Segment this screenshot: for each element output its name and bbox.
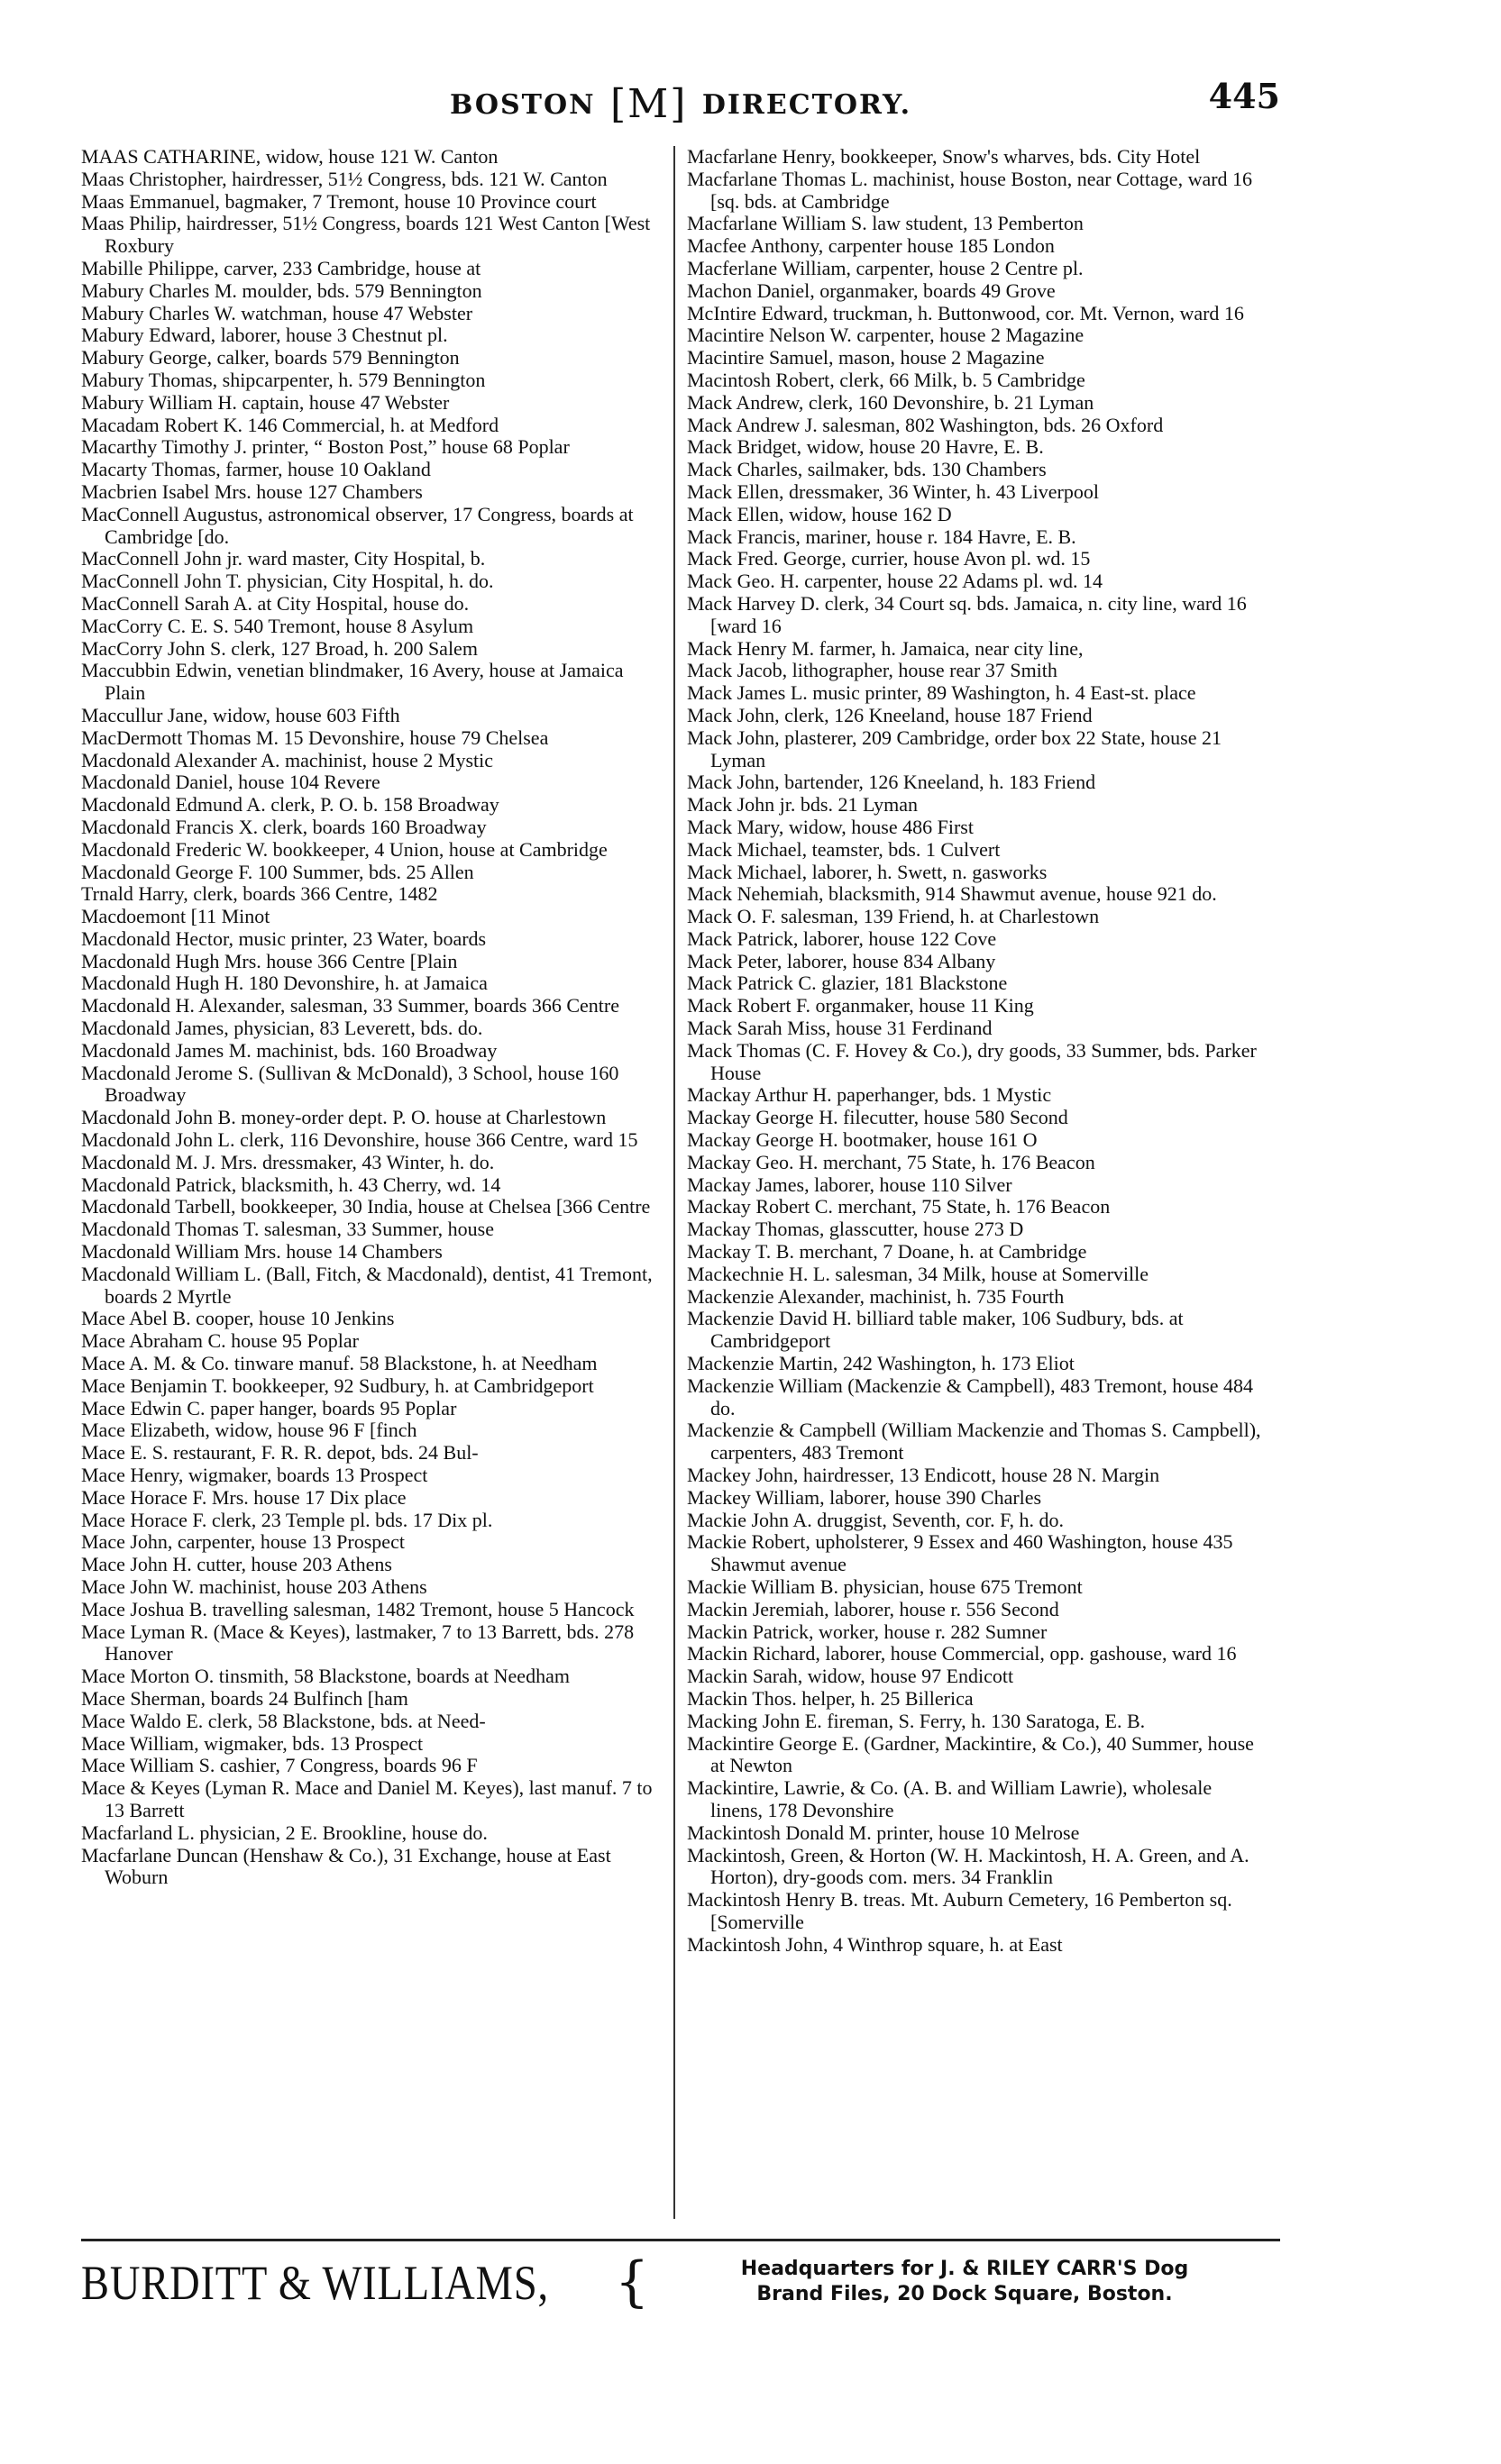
directory-entry: Mackechnie H. L. salesman, 34 Milk, house at Somerville: [687, 1262, 1149, 1285]
directory-entry: Mackay George H. bootmaker, house 161 O: [687, 1128, 1038, 1152]
directory-entry: Macbrien Isabel Mrs. house 127 Chambers: [81, 479, 423, 503]
directory-entry: Mace Abel B. cooper, house 10 Jenkins: [81, 1307, 395, 1330]
directory-entry: Mackay T. B. merchant, 7 Doane, h. at Cambridge: [687, 1240, 1087, 1264]
directory-entry: Mace Benjamin T. bookkeeper, 92 Sudbury, h. at Cambridgeport: [81, 1373, 594, 1397]
directory-entry: Mabury Charles W. watchman, house 47 Webster: [81, 301, 473, 324]
directory-entry: McIntire Edward, truckman, h. Buttonwood, cor. Mt. Vernon, ward 16: [687, 301, 1244, 324]
directory-entry: Macfarlane William S. law student, 13 Pemberton: [687, 212, 1084, 235]
directory-entry: Maccullur Jane, widow, house 603 Fifth: [81, 703, 400, 726]
directory-entry: Macdonald James M. machinist, bds. 160 Broadway: [81, 1038, 498, 1062]
directory-entry: Mackie William B. physician, house 675 Tremont: [687, 1575, 1083, 1598]
directory-entry: Mackie John A. druggist, Seventh, cor. F, h. do.: [687, 1508, 1065, 1531]
directory-entry: Mack Thomas (C. F. Hovey & Co.), dry goods, 33 Summer, bds. Parker House: [687, 1038, 1257, 1084]
directory-entry: Mace John W. machinist, house 203 Athens: [81, 1575, 427, 1598]
directory-entry: Macdonald James, physician, 83 Leverett, bds. do.: [81, 1017, 483, 1040]
directory-entry: Mack John, clerk, 126 Kneeland, house 187 Friend: [687, 703, 1093, 726]
directory-entry: Mackintosh, Green, & Horton (W. H. Mackintosh, H. A. Green, and A. Horton), dry-goods com. mers. 34 Franklin: [687, 1843, 1249, 1889]
advertisement: [81, 2250, 1280, 2331]
directory-entry: Mackintosh Donald M. printer, house 10 Melrose: [687, 1821, 1080, 1844]
directory-entry: Mace Waldo E. clerk, 58 Blackstone, bds. at Need-: [81, 1709, 486, 1732]
directory-entry: MacDermott Thomas M. 15 Devonshire, house 79 Chelsea: [81, 726, 549, 749]
directory-entry: Mackintire, Lawrie, & Co. (A. B. and William Lawrie), wholesale linens, 178 Devonshire: [687, 1776, 1213, 1821]
directory-entry: Mack Michael, laborer, h. Swett, n. gasworks: [687, 860, 1048, 883]
ad-text: [649, 2257, 1280, 2307]
directory-entry: Macdonald Jerome S. (Sullivan & McDonald), 3 School, house 160 Broadway: [81, 1061, 619, 1107]
directory-columns: [81, 146, 1280, 2232]
directory-entry: Macdonald Hector, music printer, 23 Water, boards: [81, 926, 487, 950]
directory-entry: Mack Andrew, clerk, 160 Devonshire, b. 21 Lyman: [687, 390, 1094, 414]
directory-entry: Mackey John, hairdresser, 13 Endicott, house 28 N. Margin: [687, 1464, 1160, 1487]
directory-entry: Macdonald Hugh H. 180 Devonshire, h. at Jamaica: [81, 972, 488, 995]
directory-entry: Mackin Sarah, widow, house 97 Endicott: [687, 1665, 1014, 1688]
directory-entry: Mace Sherman, boards 24 Bulfinch [ham: [81, 1686, 408, 1710]
directory-entry: MacCorry C. E. S. 540 Tremont, house 8 Asylum: [81, 614, 474, 637]
ad-line: Brand Files, 20 Dock Square, Boston.: [756, 2283, 1173, 2305]
directory-entry: Mace Elizabeth, widow, house 96 F [finch: [81, 1419, 417, 1442]
directory-entry: Macarty Thomas, farmer, house 10 Oakland: [81, 458, 431, 481]
directory-entry: Macintire Nelson W. carpenter, house 2 Magazine: [687, 324, 1085, 347]
directory-entry: Mack Andrew J. salesman, 802 Washington, bds. 26 Oxford: [687, 413, 1164, 436]
ad-firm-name: BURDITT & WILLIAMS,: [81, 2256, 549, 2310]
directory-entry: Mack Ellen, widow, house 162 D: [687, 502, 952, 525]
directory-entry: Mackie Robert, upholsterer, 9 Essex and 460 Washington, house 435 Shawmut avenue: [687, 1530, 1233, 1576]
directory-entry: Mace Abraham C. house 95 Poplar: [81, 1329, 359, 1353]
directory-entry: Mackay Geo. H. merchant, 75 State, h. 176 Beacon: [687, 1150, 1095, 1173]
directory-entry: Mack Sarah Miss, house 31 Ferdinand: [687, 1017, 993, 1040]
directory-entry: Macdonald John L. clerk, 116 Devonshire, house 366 Centre, ward 15: [81, 1128, 638, 1152]
directory-entry: MacCorry John S. clerk, 127 Broad, h. 200 Salem: [81, 636, 478, 660]
title-directory: DIRECTORY.: [701, 89, 912, 121]
directory-entry: Macadam Robert K. 146 Commercial, h. at Medford: [81, 413, 499, 436]
directory-entry: Macfarlane Henry, bookkeeper, Snow's wharves, bds. City Hotel: [687, 145, 1201, 168]
directory-entry: Mack Patrick C. glazier, 181 Blackstone: [687, 972, 1008, 995]
directory-entry: Macdonald Edmund A. clerk, P. O. b. 158 Broadway: [81, 793, 499, 817]
directory-entry: Mackay Thomas, glasscutter, house 273 D: [687, 1218, 1024, 1241]
directory-entry: Mabille Philippe, carver, 233 Cambridge, house at: [81, 256, 481, 279]
directory-entry: Mace Joshua B. travelling salesman, 1482 Tremont, house 5 Hancock: [81, 1597, 635, 1620]
directory-entry: Mackay Arthur H. paperhanger, bds. 1 Mystic: [687, 1083, 1052, 1107]
directory-entry: Macdonald H. Alexander, salesman, 33 Summer, boards 366 Centre: [81, 994, 619, 1018]
left-column: [81, 146, 663, 1889]
directory-entry: Mackenzie David H. billiard table maker, 106 Sudbury, bds. at Cambridgeport: [687, 1307, 1184, 1353]
title-letter: [M]: [610, 81, 688, 127]
directory-entry: Mackay Robert C. merchant, 75 State, h. 176 Beacon: [687, 1195, 1111, 1218]
directory-entry: Mack Michael, teamster, bds. 1 Culvert: [687, 837, 1001, 861]
directory-entry: Mack Patrick, laborer, house 122 Cove: [687, 926, 997, 950]
directory-entry: Macarthy Timothy J. printer, “ Boston Post,” house 68 Poplar: [81, 435, 570, 459]
directory-entry: Macfarlane Duncan (Henshaw & Co.), 31 Exchange, house at East Woburn: [81, 1843, 611, 1889]
directory-entry: Mack John, plasterer, 209 Cambridge, order box 22 State, house 21 Lyman: [687, 726, 1222, 771]
directory-entry: Mackenzie Martin, 242 Washington, h. 173 Eliot: [687, 1352, 1075, 1375]
directory-entry: Mack Francis, mariner, house r. 184 Havre, E. B.: [687, 525, 1076, 548]
directory-entry: Mabury Charles M. moulder, bds. 579 Bennington: [81, 278, 482, 302]
directory-entry: Mack Harvey D. clerk, 34 Court sq. bds. Jamaica, n. city line, ward 16 [ward 16: [687, 591, 1247, 637]
directory-entry: Macdonald Hugh Mrs. house 366 Centre [Plain: [81, 949, 458, 972]
directory-entry: Mack John, bartender, 126 Kneeland, h. 183 Friend: [687, 771, 1096, 794]
directory-entry: Mackintosh Henry B. treas. Mt. Auburn Cemetery, 16 Pemberton sq. [Somerville: [687, 1888, 1232, 1933]
directory-entry: Maccubbin Edwin, venetian blindmaker, 16 Avery, house at Jamaica Plain: [81, 659, 624, 705]
directory-entry: Mack Peter, laborer, house 834 Albany: [687, 949, 996, 972]
directory-entry: Mace A. M. & Co. tinware manuf. 58 Blackstone, h. at Needham: [81, 1352, 598, 1375]
directory-entry: Mace Edwin C. paper hanger, boards 95 Poplar: [81, 1396, 457, 1419]
directory-entry: Mace E. S. restaurant, F. R. R. depot, bds. 24 Bul-: [81, 1441, 479, 1465]
directory-entry: Mack O. F. salesman, 139 Friend, h. at Charlestown: [687, 905, 1100, 928]
directory-entry: Mace & Keyes (Lyman R. Mace and Daniel M. Keyes), last manuf. 7 to 13 Barrett: [81, 1776, 653, 1821]
directory-entry: Mack Bridget, widow, house 20 Havre, E. B.: [687, 435, 1044, 459]
page-number: 445: [1208, 76, 1280, 116]
directory-entry: Mace Horace F. clerk, 23 Temple pl. bds. 17 Dix pl.: [81, 1508, 493, 1531]
directory-entry: Machon Daniel, organmaker, boards 49 Grove: [687, 278, 1056, 302]
directory-entry: Mackin Richard, laborer, house Commercial, opp. gashouse, ward 16: [687, 1642, 1237, 1665]
directory-entry: Mack Charles, sailmaker, bds. 130 Chambers: [687, 458, 1047, 481]
directory-entry: Trnald Harry, clerk, boards 366 Centre, 1482: [81, 882, 438, 906]
directory-entry: Mabury William H. captain, house 47 Webster: [81, 390, 450, 414]
directory-entry: Mack Mary, widow, house 486 First: [687, 815, 974, 838]
directory-entry: Mace Horace F. Mrs. house 17 Dix place: [81, 1485, 407, 1509]
directory-entry: MacConnell Sarah A. at City Hospital, house do.: [81, 591, 470, 615]
directory-entry: Mace William, wigmaker, bds. 13 Prospect: [81, 1731, 424, 1755]
directory-entry: Macdonald Francis X. clerk, boards 160 Broadway: [81, 815, 487, 838]
directory-entry: Macdonald George F. 100 Summer, bds. 25 Allen: [81, 860, 474, 883]
directory-entry: Mace William S. cashier, 7 Congress, boards 96 F: [81, 1754, 478, 1777]
directory-entry: Mabury Thomas, shipcarpenter, h. 579 Bennington: [81, 368, 486, 391]
directory-entry: Mackenzie William (Mackenzie & Campbell), 483 Tremont, house 484 do.: [687, 1373, 1254, 1419]
directory-entry: Mace Henry, wigmaker, boards 13 Prospect: [81, 1464, 428, 1487]
page-title: [81, 81, 1280, 127]
directory-entry: Mack Geo. H. carpenter, house 22 Adams pl. wd. 14: [687, 570, 1103, 593]
directory-entry: Macfarland L. physician, 2 E. Brookline, house do.: [81, 1821, 488, 1844]
directory-entry: Maas Philip, hairdresser, 51½ Congress, boards 121 West Canton [West Roxbury: [81, 212, 651, 258]
directory-entry: MacConnell John jr. ward master, City Hospital, b.: [81, 547, 486, 570]
directory-entry: Mace John, carpenter, house 13 Prospect: [81, 1530, 405, 1554]
directory-entry: Maas Emmanuel, bagmaker, 7 Tremont, house 10 Province court: [81, 189, 597, 213]
directory-entry: Mabury George, calker, boards 579 Bennington: [81, 346, 460, 370]
directory-entry: Mace Morton O. tinsmith, 58 Blackstone, boards at Needham: [81, 1665, 570, 1688]
directory-entry: Mackintosh John, 4 Winthrop square, h. at East: [687, 1932, 1063, 1956]
directory-entry: Maas Christopher, hairdresser, 51½ Congress, bds. 121 W. Canton: [81, 167, 608, 190]
directory-entry: Mack John jr. bds. 21 Lyman: [687, 793, 919, 817]
directory-entry: Macferlane William, carpenter, house 2 Centre pl.: [687, 256, 1084, 279]
directory-entry: Macfarlane Thomas L. machinist, house Boston, near Cottage, ward 16 [sq. bds. at Cambridge: [687, 167, 1253, 213]
directory-entry: Mackin Jeremiah, laborer, house r. 556 Second: [687, 1597, 1059, 1620]
directory-entry: Macdonald M. J. Mrs. dressmaker, 43 Winter, h. do.: [81, 1150, 495, 1173]
directory-entry: Mack Jacob, lithographer, house rear 37 Smith: [687, 659, 1057, 682]
directory-entry: MacConnell John T. physician, City Hospital, h. do.: [81, 570, 494, 593]
directory-entry: Macdonald William L. (Ball, Fitch, & Macdonald), dentist, 41 Tremont, boards 2 Myrtle: [81, 1262, 653, 1308]
column-divider: [673, 146, 675, 2219]
directory-entry: Macking John E. fireman, S. Ferry, h. 130 Saratoga, E. B.: [687, 1709, 1146, 1732]
directory-entry: Mace Lyman R. (Mace & Keyes), lastmaker, 7 to 13 Barrett, bds. 278 Hanover: [81, 1620, 635, 1665]
directory-entry: Mack Henry M. farmer, h. Jamaica, near city line,: [687, 636, 1084, 660]
directory-entry: Macdoemont [11 Minot: [81, 905, 270, 928]
directory-entry: Macdonald Thomas T. salesman, 33 Summer, house: [81, 1218, 494, 1241]
directory-entry: Mackay George H. filecutter, house 580 Second: [687, 1106, 1068, 1129]
directory-entry: Mackin Thos. helper, h. 25 Billerica: [687, 1686, 974, 1710]
right-column: [687, 146, 1268, 1957]
directory-entry: Mackey William, laborer, house 390 Charles: [687, 1485, 1042, 1509]
directory-entry: Mack Nehemiah, blacksmith, 914 Shawmut avenue, house 921 do.: [687, 882, 1217, 906]
directory-entry: Mackenzie & Campbell (William Mackenzie and Thomas S. Campbell), carpenters, 483 Tremont: [687, 1419, 1261, 1465]
directory-entry: Macdonald Frederic W. bookkeeper, 4 Union, house at Cambridge: [81, 837, 608, 861]
directory-entry: Mackenzie Alexander, machinist, h. 735 Fourth: [687, 1284, 1065, 1308]
directory-entry: Mack Robert F. organmaker, house 11 King: [687, 994, 1034, 1018]
directory-entry: Mack James L. music printer, 89 Washington, h. 4 East-st. place: [687, 681, 1196, 705]
ad-line: Headquarters for J. & RILEY CARR'S Dog: [740, 2258, 1189, 2280]
directory-entry: Mabury Edward, laborer, house 3 Chestnut pl.: [81, 324, 448, 347]
directory-entry: Mackintire George E. (Gardner, Mackintire, & Co.), 40 Summer, house at Newton: [687, 1731, 1254, 1777]
directory-entry: MAAS CATHARINE, widow, house 121 W. Canton: [81, 145, 499, 168]
directory-entry: MacConnell Augustus, astronomical observer, 17 Congress, boards at Cambridge [do.: [81, 502, 634, 548]
directory-entry: Macintire Samuel, mason, house 2 Magazine: [687, 346, 1045, 370]
directory-entry: Macdonald Patrick, blacksmith, h. 43 Cherry, wd. 14: [81, 1173, 501, 1196]
directory-entry: Mack Fred. George, currier, house Avon pl. wd. 15: [687, 547, 1091, 570]
directory-entry: Macdonald Tarbell, bookkeeper, 30 India, house at Chelsea [366 Centre: [81, 1195, 651, 1218]
ad-brace: {: [615, 2250, 650, 2313]
directory-entry: Mackay James, laborer, house 110 Silver: [687, 1173, 1012, 1196]
directory-entry: Macdonald John B. money-order dept. P. O. house at Charlestown: [81, 1106, 607, 1129]
title-city: BOSTON: [449, 89, 596, 121]
running-head: [81, 72, 1280, 126]
footer-divider: [81, 2239, 1280, 2241]
directory-entry: Macfee Anthony, carpenter house 185 London: [687, 234, 1055, 258]
directory-entry: Macintosh Robert, clerk, 66 Milk, b. 5 Cambridge: [687, 368, 1085, 391]
directory-entry: Macdonald Daniel, house 104 Revere: [81, 771, 380, 794]
directory-entry: Macdonald Alexander A. machinist, house 2 Mystic: [81, 748, 494, 771]
directory-entry: Mace John H. cutter, house 203 Athens: [81, 1553, 392, 1576]
directory-entry: Macdonald William Mrs. house 14 Chambers: [81, 1240, 443, 1264]
directory-entry: Mack Ellen, dressmaker, 36 Winter, h. 43 Liverpool: [687, 479, 1099, 503]
directory-entry: Mackin Patrick, worker, house r. 282 Sumner: [687, 1620, 1048, 1643]
